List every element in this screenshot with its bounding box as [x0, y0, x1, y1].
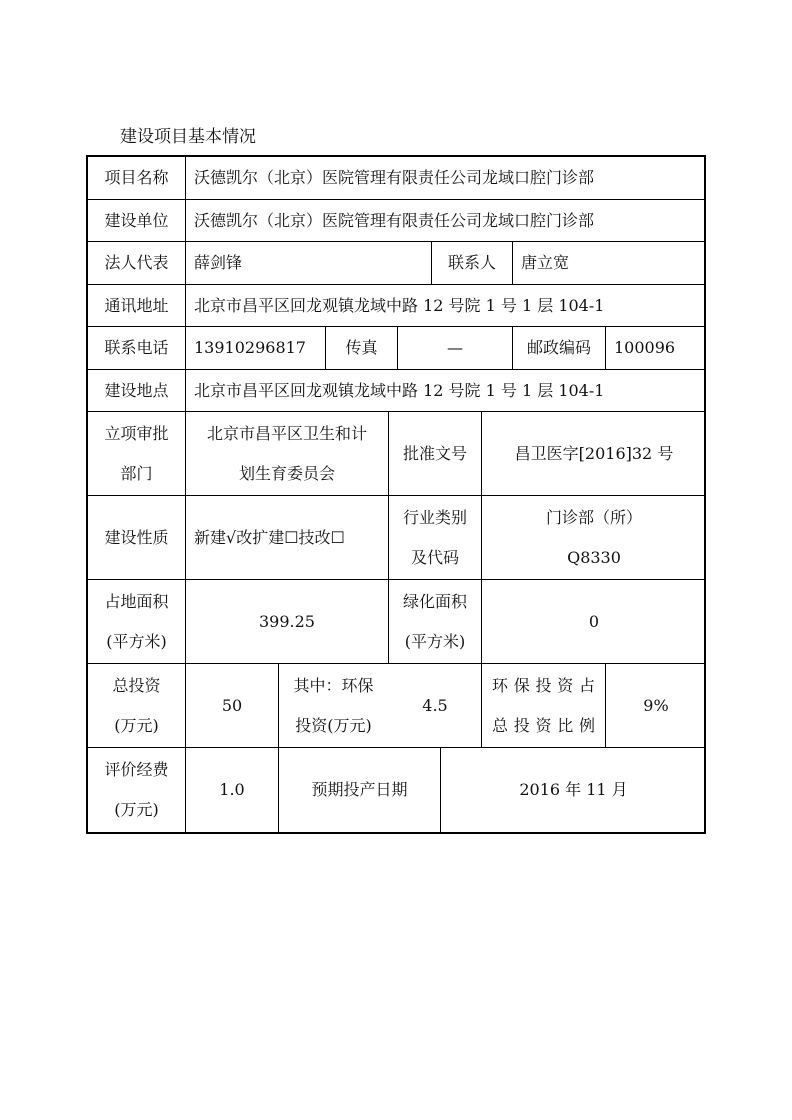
- label-approval-dept: 立项审批 部门: [104, 423, 169, 483]
- section-heading: 建设项目基本情况: [120, 127, 256, 147]
- value-env-investment: 4.5: [422, 695, 448, 715]
- value-site: 北京市昌平区回龙观镇龙域中路 12 号院 1 号 1 层 104-1: [194, 380, 605, 400]
- value-approval-doc: 昌卫医字[2016]32 号: [514, 443, 674, 463]
- label-nature: 建设性质: [104, 527, 169, 547]
- label-address: 通讯地址: [104, 295, 169, 315]
- label-legal-rep: 法人代表: [104, 253, 169, 272]
- label-industry: 行业类别 及代码: [402, 507, 467, 567]
- value-fax: —: [447, 338, 463, 357]
- label-builder: 建设单位: [104, 210, 169, 230]
- value-postcode: 100096: [614, 338, 676, 357]
- value-total-investment: 50: [221, 695, 243, 715]
- value-assessment-cost: 1.0: [219, 780, 245, 799]
- value-env-ratio: 9%: [643, 695, 669, 715]
- value-production-date: 2016 年 11 月: [519, 780, 628, 799]
- label-postcode: 邮政编码: [526, 338, 591, 357]
- value-phone: 13910296817: [194, 338, 306, 357]
- value-green-area: 0: [588, 611, 600, 631]
- value-address: 北京市昌平区回龙观镇龙域中路 12 号院 1 号 1 层 104-1: [194, 295, 605, 315]
- label-site: 建设地点: [104, 380, 169, 400]
- label-approval-doc: 批准文号: [402, 443, 467, 463]
- value-contact: 唐立宽: [521, 253, 570, 272]
- value-approval-dept: 北京市昌平区卫生和计 划生育委员会: [206, 423, 367, 483]
- label-production-date: 预期投产日期: [311, 780, 408, 799]
- value-nature: 新建√改扩建☐技改☐: [194, 527, 345, 547]
- label-contact: 联系人: [447, 253, 496, 272]
- value-builder: 沃德凯尔（北京）医院管理有限责任公司龙域口腔门诊部: [194, 210, 595, 230]
- project-info-table: [86, 155, 706, 834]
- label-total-investment: 总投资 (万元): [112, 675, 161, 735]
- label-area: 占地面积 (平方米): [104, 591, 169, 651]
- label-assessment-cost: 评价经费 (万元): [104, 760, 169, 819]
- value-area: 399.25: [259, 611, 315, 631]
- label-phone: 联系电话: [104, 338, 169, 357]
- label-project-name: 项目名称: [104, 168, 169, 187]
- label-green-area: 绿化面积 (平方米): [402, 591, 467, 651]
- label-env-ratio: 环保投资占 总投资比例: [492, 675, 595, 735]
- value-industry: 门诊部（所） Q8330: [545, 507, 642, 567]
- value-project-name: 沃德凯尔（北京）医院管理有限责任公司龙域口腔门诊部: [194, 168, 595, 187]
- label-env-investment: 其中：环保 投资(万元): [293, 675, 374, 735]
- value-legal-rep: 薛剑锋: [194, 253, 243, 272]
- label-fax: 传真: [345, 338, 378, 357]
